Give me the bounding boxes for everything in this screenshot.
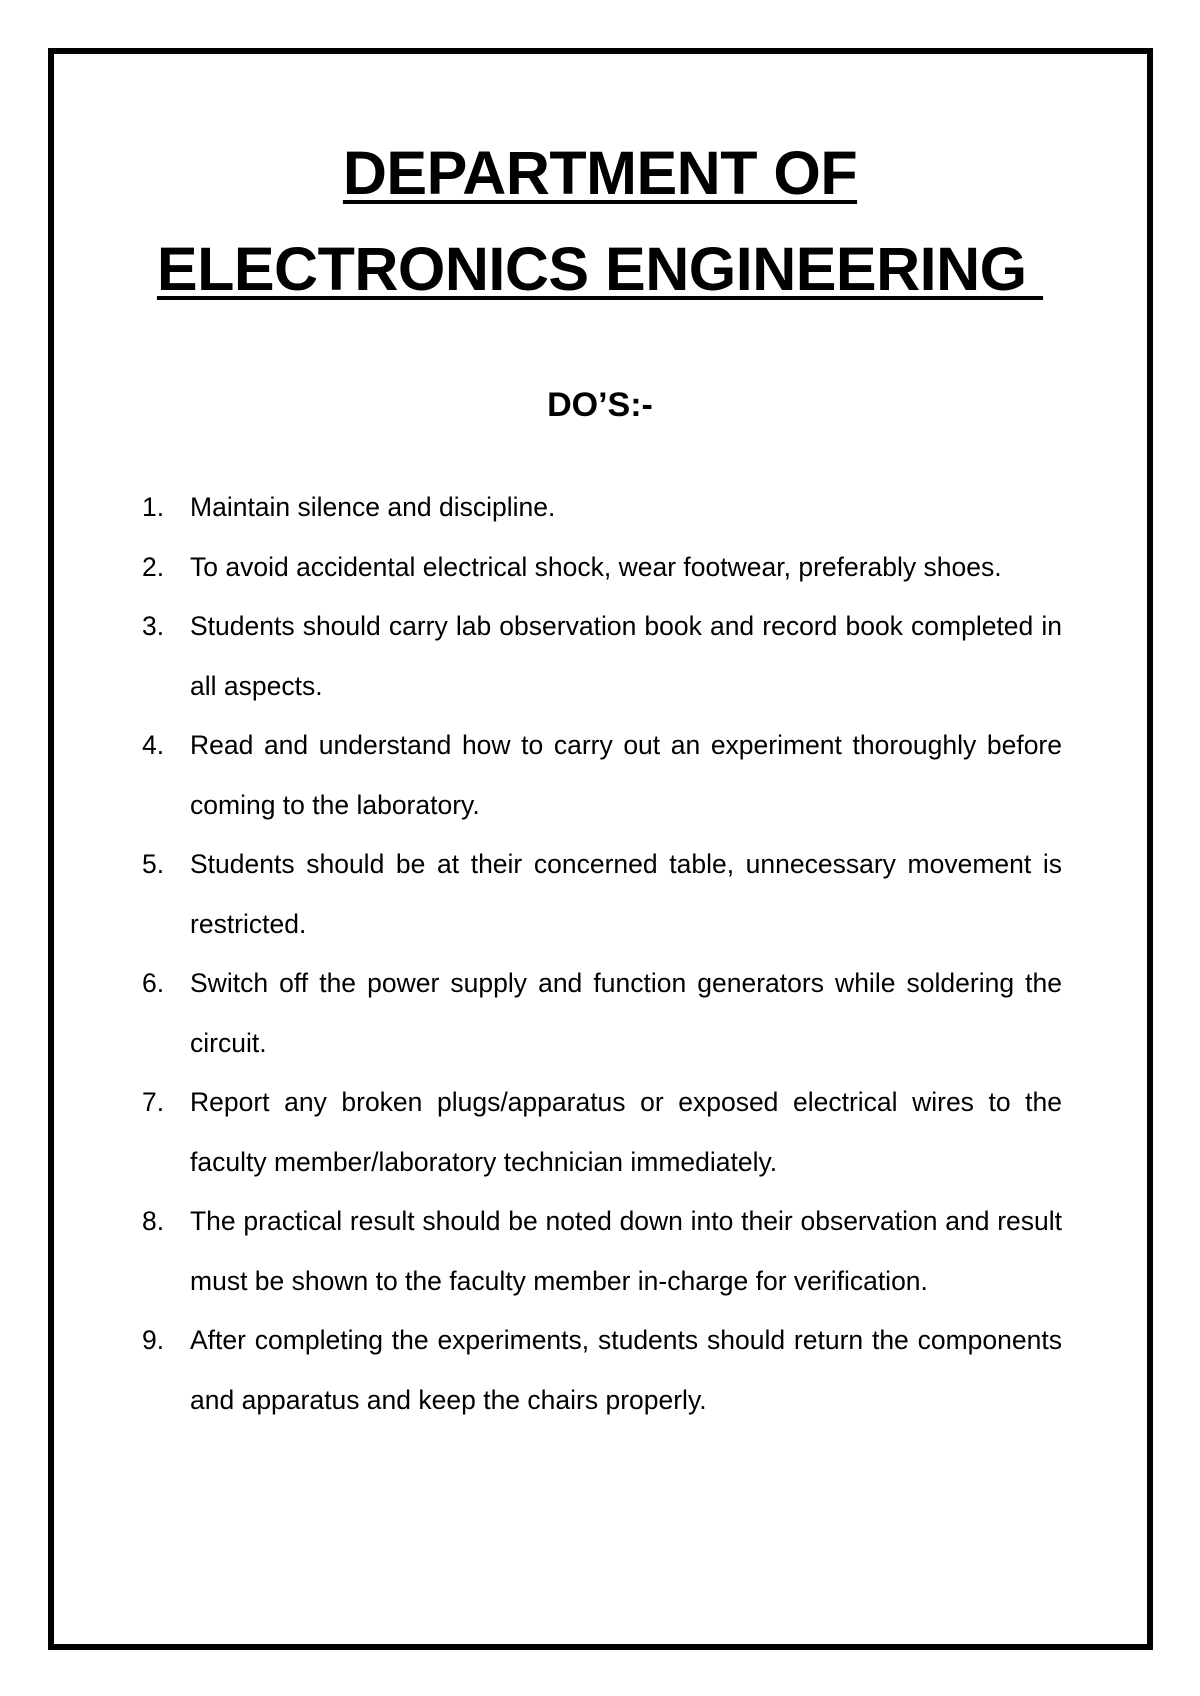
dos-heading: DO’S:-: [547, 386, 653, 424]
rule-item-1: [142, 478, 1062, 538]
rule-item-7: [142, 1073, 1062, 1192]
title-line-2: ELECTRONICS ENGINEERING: [156, 235, 1044, 303]
rule-item-5: [142, 835, 1062, 954]
rule-text: Maintain silence and discipline.: [190, 492, 556, 522]
rule-number: 2.: [142, 551, 165, 582]
rule-number: 8.: [142, 1206, 165, 1236]
rule-text: The practical result should be noted down into their observation and result must be shown to the faculty member in-charge for verification.: [190, 1206, 1062, 1296]
rule-number: 4.: [142, 730, 165, 760]
rule-text: Read and understand how to carry out an experiment thoroughly before coming to the laboratory.: [190, 730, 1062, 820]
rule-item-3: [142, 597, 1062, 716]
rule-item-2: [142, 538, 1062, 598]
rule-item-9: [142, 1311, 1062, 1430]
rule-item-6: [142, 954, 1062, 1073]
rule-number: 5.: [142, 849, 165, 879]
rule-number: 6.: [142, 968, 165, 998]
rule-text: After completing the experiments, students should return the components and apparatus and keep the chairs properly.: [190, 1325, 1062, 1415]
rule-number: 3.: [142, 611, 165, 641]
rule-text: To avoid accidental electrical shock, wear footwear, preferably shoes.: [190, 551, 1002, 582]
rule-text: Switch off the power supply and function generators while soldering the circuit.: [190, 968, 1062, 1058]
dos-list: [142, 478, 1062, 1430]
rule-number: 9.: [142, 1325, 165, 1355]
rule-text: Students should carry lab observation book and record book completed in all aspects.: [190, 611, 1062, 701]
title-line-1: DEPARTMENT OF: [342, 139, 858, 207]
rule-item-8: [142, 1192, 1062, 1311]
rule-item-4: [142, 716, 1062, 835]
rule-text: Students should be at their concerned table, unnecessary movement is restricted.: [190, 849, 1062, 939]
rule-text: Report any broken plugs/apparatus or exposed electrical wires to the faculty member/laboratory technician immediately.: [190, 1087, 1062, 1177]
rule-number: 1.: [142, 492, 165, 522]
rule-number: 7.: [142, 1087, 165, 1117]
page-title: [0, 125, 1200, 317]
